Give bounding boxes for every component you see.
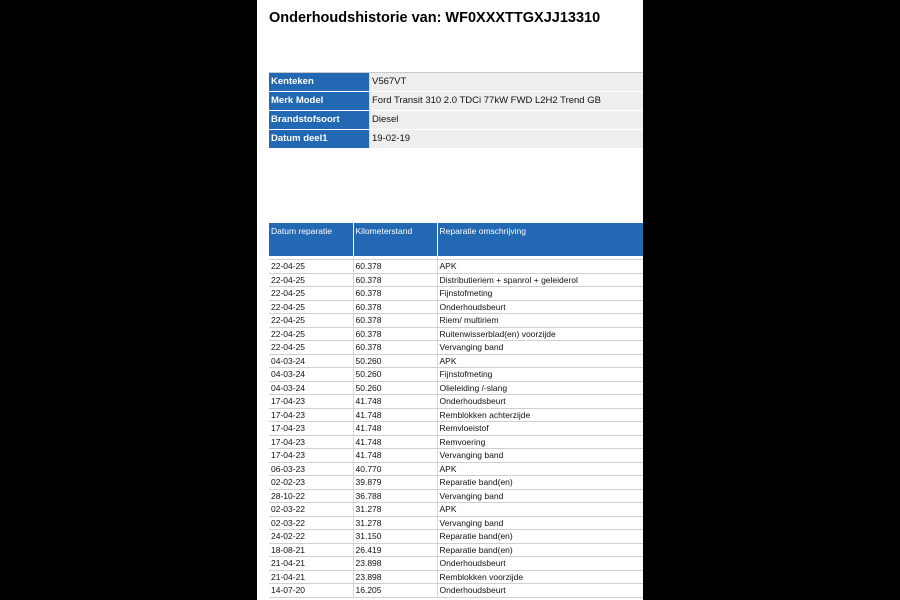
table-row [269, 273, 643, 287]
table-row [269, 341, 643, 355]
table-row [269, 381, 643, 395]
cell-date: 02-03-22 [269, 503, 353, 517]
vehicle-info-value: Ford Transit 310 2.0 TDCi 77kW FWD L2H2 Trend GB [370, 92, 644, 111]
cell-description: Onderhoudsbeurt [437, 557, 643, 571]
cell-description: APK [437, 503, 643, 517]
table-row [269, 584, 643, 598]
cell-date: 22-04-25 [269, 287, 353, 301]
cell-description: Fijnstofmeting [437, 368, 643, 382]
cell-description: Fijnstofmeting [437, 287, 643, 301]
column-header-date: Datum reparatie [269, 223, 353, 256]
cell-mileage: 41.748 [353, 395, 437, 409]
cell-mileage: 41.748 [353, 408, 437, 422]
cell-mileage: 39.879 [353, 476, 437, 490]
table-row [269, 287, 643, 301]
vehicle-info-label: Kenteken [269, 73, 370, 92]
table-row [269, 476, 643, 490]
table-row [269, 300, 643, 314]
cell-description: APK [437, 462, 643, 476]
cell-description: Vervanging band [437, 516, 643, 530]
table-row [269, 516, 643, 530]
cell-mileage: 26.419 [353, 543, 437, 557]
cell-description: Reparatie band(en) [437, 476, 643, 490]
table-row [269, 570, 643, 584]
cell-description: Vervanging band [437, 449, 643, 463]
table-row [269, 368, 643, 382]
cell-date: 14-07-20 [269, 584, 353, 598]
table-row [269, 422, 643, 436]
cell-description: Reparatie band(en) [437, 543, 643, 557]
table-row [269, 557, 643, 571]
cell-description: Riem/ multiriem [437, 314, 643, 328]
cell-date: 17-04-23 [269, 449, 353, 463]
table-row [269, 435, 643, 449]
cell-mileage: 23.898 [353, 570, 437, 584]
cell-mileage: 50.260 [353, 368, 437, 382]
cell-description: Onderhoudsbeurt [437, 395, 643, 409]
cell-date: 21-04-21 [269, 570, 353, 584]
table-row [269, 489, 643, 503]
cell-description: Vervanging band [437, 489, 643, 503]
cell-mileage: 60.378 [353, 260, 437, 274]
vehicle-info-value: V567VT [370, 73, 644, 92]
cell-description: Vervanging band [437, 341, 643, 355]
cell-description: Onderhoudsbeurt [437, 300, 643, 314]
cell-description: Remvoering [437, 435, 643, 449]
cell-mileage: 41.748 [353, 449, 437, 463]
cell-date: 22-04-25 [269, 314, 353, 328]
cell-date: 04-03-24 [269, 381, 353, 395]
table-row [269, 260, 643, 274]
vehicle-info-label: Merk Model [269, 92, 370, 111]
cell-mileage: 16.205 [353, 584, 437, 598]
cell-mileage: 50.260 [353, 381, 437, 395]
vehicle-info-table [269, 72, 643, 149]
table-row [269, 462, 643, 476]
table-row [269, 314, 643, 328]
cell-date: 22-04-25 [269, 300, 353, 314]
cell-description: APK [437, 260, 643, 274]
cell-mileage: 36.788 [353, 489, 437, 503]
column-header-mileage: Kilometerstand [353, 223, 437, 256]
vehicle-info-value: Diesel [370, 111, 644, 130]
cell-date: 24-02-22 [269, 530, 353, 544]
table-row [269, 408, 643, 422]
cell-description: Ruitenwisserblad(en) voorzijde [437, 327, 643, 341]
cell-mileage: 31.150 [353, 530, 437, 544]
vehicle-info-row [269, 92, 643, 111]
cell-mileage: 41.748 [353, 435, 437, 449]
cell-description: Onderhoudsbeurt [437, 584, 643, 598]
vehicle-info-row [269, 111, 643, 130]
table-row [269, 395, 643, 409]
cell-mileage: 40.770 [353, 462, 437, 476]
cell-description: Remvloeistof [437, 422, 643, 436]
cell-mileage: 23.898 [353, 557, 437, 571]
cell-mileage: 60.378 [353, 287, 437, 301]
cell-date: 22-04-25 [269, 327, 353, 341]
table-row [269, 530, 643, 544]
cell-date: 02-03-22 [269, 516, 353, 530]
cell-mileage: 60.378 [353, 273, 437, 287]
cell-mileage: 41.748 [353, 422, 437, 436]
cell-date: 22-04-25 [269, 273, 353, 287]
cell-date: 21-04-21 [269, 557, 353, 571]
table-row [269, 354, 643, 368]
cell-description: Distributieriem + spanrol + geleiderol [437, 273, 643, 287]
cell-date: 17-04-23 [269, 395, 353, 409]
cell-date: 17-04-23 [269, 435, 353, 449]
cell-date: 02-02-23 [269, 476, 353, 490]
table-row [269, 543, 643, 557]
cell-description: Reparatie band(en) [437, 530, 643, 544]
cell-description: APK [437, 354, 643, 368]
table-row [269, 503, 643, 517]
cell-date: 22-04-25 [269, 341, 353, 355]
cell-date: 28-10-22 [269, 489, 353, 503]
column-header-description: Reparatie omschrijving [437, 223, 643, 256]
cell-date: 06-03-23 [269, 462, 353, 476]
cell-mileage: 60.378 [353, 341, 437, 355]
maintenance-history-table [269, 223, 643, 598]
cell-date: 22-04-25 [269, 260, 353, 274]
vehicle-info-label: Datum deel1 [269, 130, 370, 149]
cell-description: Remblokken voorzijde [437, 570, 643, 584]
cell-mileage: 60.378 [353, 327, 437, 341]
cell-description: Remblokken achterzijde [437, 408, 643, 422]
vehicle-info-label: Brandstofsoort [269, 111, 370, 130]
history-header-row [269, 223, 643, 256]
vehicle-info-row [269, 130, 643, 149]
cell-description: Olieleiding /-slang [437, 381, 643, 395]
table-row [269, 449, 643, 463]
cell-mileage: 60.378 [353, 314, 437, 328]
vehicle-info-row [269, 73, 643, 92]
document-title: Onderhoudshistorie van: WF0XXXTTGXJJ13310 [269, 10, 601, 26]
cell-date: 17-04-23 [269, 422, 353, 436]
document-page [257, 0, 643, 600]
cell-date: 04-03-24 [269, 354, 353, 368]
cell-mileage: 50.260 [353, 354, 437, 368]
cell-mileage: 60.378 [353, 300, 437, 314]
vehicle-info-value: 19-02-19 [370, 130, 644, 149]
table-row [269, 327, 643, 341]
cell-date: 04-03-24 [269, 368, 353, 382]
cell-date: 17-04-23 [269, 408, 353, 422]
cell-mileage: 31.278 [353, 503, 437, 517]
cell-mileage: 31.278 [353, 516, 437, 530]
cell-date: 18-08-21 [269, 543, 353, 557]
